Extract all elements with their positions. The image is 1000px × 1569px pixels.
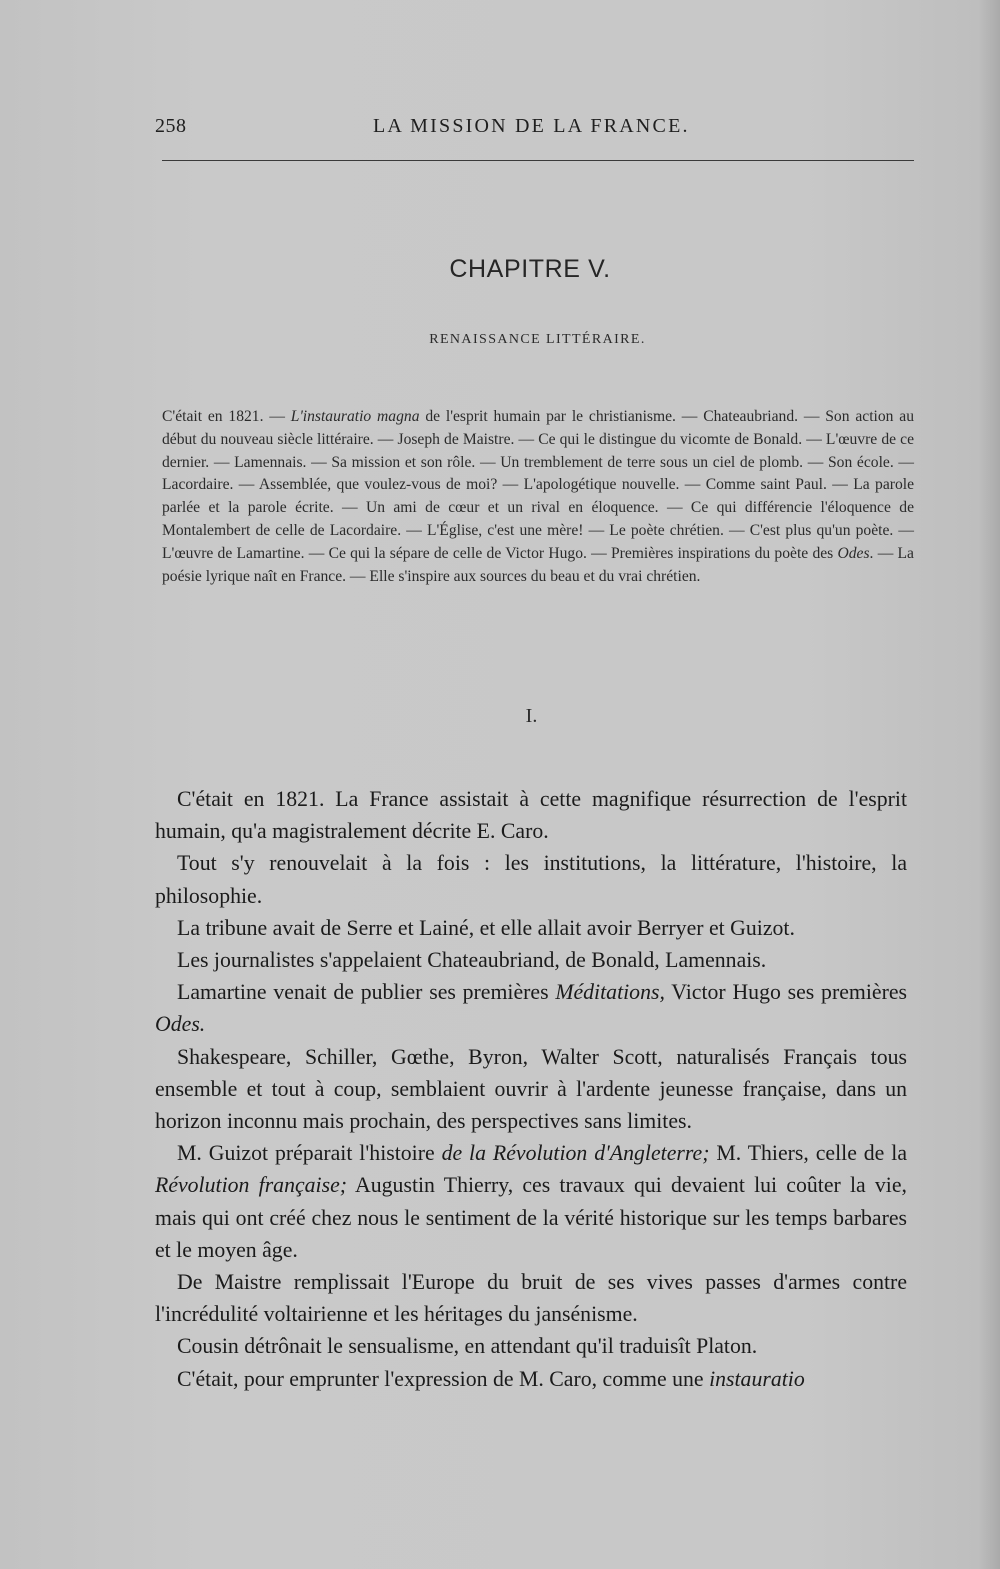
running-title: LA MISSION DE LA FRANCE.: [373, 115, 690, 137]
text-run: . — La poésie lyrique naît en France. — Elle s'inspire aux sources du beau et du vrai chrétien.: [162, 544, 914, 585]
italic-text-run: Odes: [837, 544, 870, 562]
text-run: Lamartine venait de publier ses premières: [177, 980, 556, 1005]
italic-text-run: instauratio: [709, 1366, 805, 1391]
body-paragraph: [155, 976, 907, 1040]
page-number: 258: [155, 115, 187, 137]
chapter-title: CHAPITRE V.: [449, 255, 611, 283]
header-rule: [162, 160, 914, 161]
text-run: Tout s'y renouvelait à la fois : les institutions, la littérature, l'histoire, la philosophie.: [155, 851, 907, 908]
text-run: C'était en 1821. —: [162, 408, 291, 425]
text-run: C'était, pour emprunter l'expression de M. Caro, comme une: [177, 1366, 710, 1391]
italic-text-run: de la Révolution d'Angleterre;: [441, 1141, 710, 1166]
text-run: M. Thiers, celle de la: [709, 1141, 907, 1166]
text-run: M. Guizot préparait l'histoire: [177, 1141, 442, 1166]
text-run: Augustin Thierry, ces travaux qui devaient lui coûter la vie, mais qui ont créé chez nous le sentiment de la vérité historique sur les temps barbares et le moyen âge.: [155, 1173, 907, 1262]
chapter-subtitle: RENAISSANCE LITTÉRAIRE.: [429, 332, 646, 347]
page-spine-shadow: [978, 0, 1000, 1569]
body-paragraph: [155, 1137, 907, 1266]
body-paragraph: [155, 783, 907, 847]
text-run: de l'esprit humain par le christianisme. — Chateaubriand. — Son action au début du nouveau siècle littéraire. — Joseph de Maistre. — Ce qui le distingue du vicomte de Bonald. — L'œuvre de ce dernier. — Lamennais. — Sa mission et son rôle. — Un tremblement de terre sous un ciel de plomb. — Son école. — Lacordaire. — Assemblée, que voulez-vous de moi? — L'apologétique nouvelle. — Comme saint Paul. — La parole parlée et la parole écrite. — Un ami de cœur et un rival en éloquence. — Ce qui différencie l'éloquence de Montalembert de celle de Lacordaire. — L'Église, c'est une mère! — Le poète chrétien. — C'est plus qu'un poète. — L'œuvre de Lamartine. — Ce qui la sépare de celle de Victor Hugo. — Premières inspirations du poète des: [162, 408, 914, 562]
italic-text-run: Révolution française;: [155, 1173, 348, 1198]
body-paragraph: [155, 1363, 907, 1395]
italic-text-run: Odes.: [155, 1012, 206, 1037]
body-paragraph: [155, 1266, 907, 1330]
body-paragraph: [155, 1330, 907, 1362]
italic-text-run: Méditations,: [555, 980, 665, 1005]
text-run: Shakespeare, Schiller, Gœthe, Byron, Walter Scott, naturalisés Français tous ensemble et tout à coup, semblaient ouvrir à l'ardente jeunesse française, dans un horizon inconnu mais prochain, des perspectives sans limites.: [155, 1044, 907, 1134]
chapter-summary: [162, 406, 914, 588]
italic-text-run: L'instauratio magna: [290, 408, 420, 425]
text-run: Victor Hugo ses premières: [664, 980, 907, 1005]
text-run: Cousin détrônait le sensualisme, en attendant qu'il traduisît Platon.: [177, 1334, 758, 1359]
body-paragraph: [155, 912, 907, 944]
body-paragraph: [155, 944, 907, 976]
running-head: [155, 115, 915, 145]
text-run: La tribune avait de Serre et Lainé, et elle allait avoir Berryer et Guizot.: [177, 915, 795, 940]
body-text: [155, 783, 907, 1395]
text-run: De Maistre remplissait l'Europe du bruit de ses vives passes d'armes contre l'incrédulité voltairienne et les héritages du jansénisme.: [155, 1270, 907, 1327]
section-number: I.: [525, 705, 538, 727]
body-paragraph: [155, 1041, 907, 1138]
text-run: Les journalistes s'appelaient Chateaubriand, de Bonald, Lamennais.: [177, 948, 767, 973]
body-paragraph: [155, 847, 907, 911]
text-run: C'était en 1821. La France assistait à cette magnifique résurrection de l'esprit humain, qu'a magistralement décrite E. Caro.: [155, 787, 907, 844]
